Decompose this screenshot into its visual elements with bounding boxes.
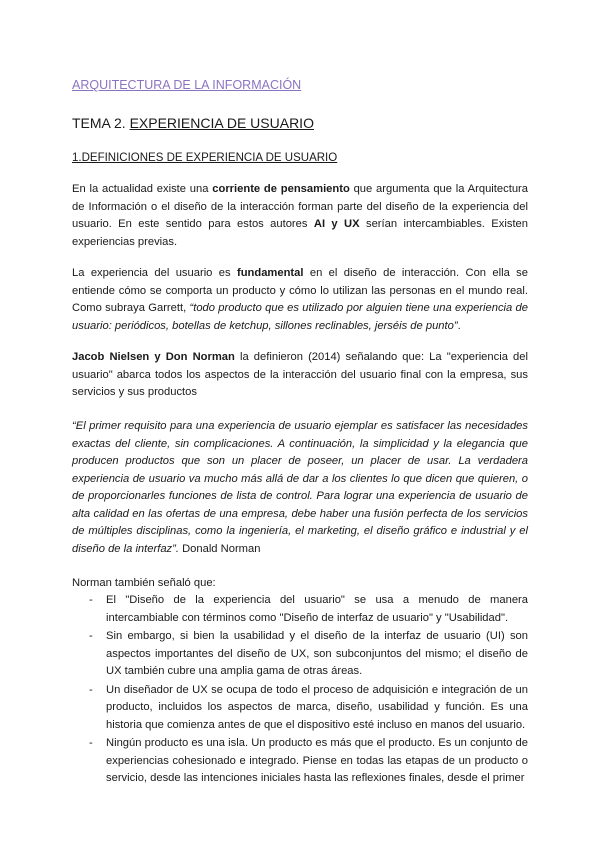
topic-prefix: TEMA 2. (72, 115, 130, 131)
bullet-list (72, 592, 528, 789)
list-item (72, 682, 528, 735)
text-run: La experiencia del usuario es (72, 267, 237, 279)
document-title[interactable]: ARQUITECTURA DE LA INFORMACIÓN (72, 78, 302, 92)
text-run: En la actualidad existe una (72, 183, 213, 195)
dash-bullet: - (89, 737, 93, 749)
italic-quote: “El primer requisito para una experiencia de usuario ejemplar es satisfacer las necesidades exactas del cliente, sin complicaciones. A continuación, la simplicidad y la elegancia que producen productos que son un placer de poseer, un placer de usar. La verdadera experiencia de usuario va mucho más allá de dar a los clientes lo que dicen que quieren, o de proporcionarles funciones de lista de control. Para lograr una experiencia de usuario de alta calidad en las ofertas de una empresa, debe haber una fusión perfecta de los servicios de múltiples disciplinas, como la ingeniería, el marketing, el diseño gráfico e industrial y el diseño de la interfaz”. (72, 420, 528, 555)
dash-bullet: - (89, 594, 93, 606)
bold-run: AI y UX (313, 218, 360, 230)
list-item-text: Un diseñador de UX se ocupa de todo el proceso de adquisición e integración de un producto, incluidos los aspectos de marca, diseño, usabilidad y función. Es una historia que comienza antes de que el dispositivo esté incluso en manos del usuario. (106, 683, 528, 731)
list-item-text: Ningún producto es una isla. Un producto es más que el producto. Es un conjunto de experiencias cohesionado e integrado. Piense en todas las etapas de un producto o servicio, desde las intenciones iniciales hasta las reflexiones finales, desde el primer (106, 737, 528, 784)
text-run: . (457, 319, 461, 332)
list-item-text: Sin embargo, si bien la usabilidad y el diseño de la interfaz de usuario (UI) son aspectos importantes del diseño de UX, son subconjuntos del mismo; el diseño de UX también cubre una amplia gama de otras áreas. (106, 630, 528, 677)
quote-author: Donald Norman (178, 542, 261, 555)
paragraph-intro (72, 181, 528, 251)
text-run: la definieron (2014) señalando que: La "experiencia del usuario" abarca todos los aspectos de la interacción del usuario final con la empresa, sus servicios y sus productos (72, 351, 528, 398)
paragraph-list-intro: Norman también señaló que: (72, 577, 216, 589)
paragraph-nielsen-norman (72, 349, 528, 402)
bold-run: Jacob Nielsen y Don Norman (72, 351, 235, 363)
list-item-text: El "Diseño de la experiencia del usuario" se usa a menudo de manera intercambiable con términos como "Diseño de interfaz de usuario" y "Usabilidad". (106, 594, 528, 624)
bold-run: corriente de pensamiento (212, 183, 350, 195)
text-run: en el diseño de interacción. Con ella se entiende cómo se comporta un producto y cómo lo utilizan las personas en el mundo real. Como subraya Garrett, (72, 267, 528, 314)
dash-bullet: - (89, 630, 93, 642)
text-run: serían intercambiables. Existen experiencias previas. (72, 218, 528, 248)
topic-title: EXPERIENCIA DE USUARIO (129, 115, 314, 131)
italic-quote: “todo producto que es utilizado por alguien tiene una experiencia de usuario: periódicos, botellas de ketchup, sillones reclinables, jerséis de punto” (72, 302, 529, 332)
list-item (72, 592, 528, 627)
paragraph-norman-quote (72, 418, 528, 558)
section-heading: 1.DEFINICIONES DE EXPERIENCIA DE USUARIO (72, 152, 338, 164)
list-item (72, 628, 528, 681)
text-run: que argumenta que la Arquitectura de Información o el diseño de la interacción forman parte del diseño de la experiencia del usuario. En este sentido para estos autores (72, 183, 528, 230)
dash-bullet: - (89, 683, 93, 696)
topic-heading (72, 113, 528, 133)
list-item (72, 735, 528, 788)
bold-run: fundamental (236, 267, 304, 279)
paragraph-garrett (72, 265, 528, 335)
